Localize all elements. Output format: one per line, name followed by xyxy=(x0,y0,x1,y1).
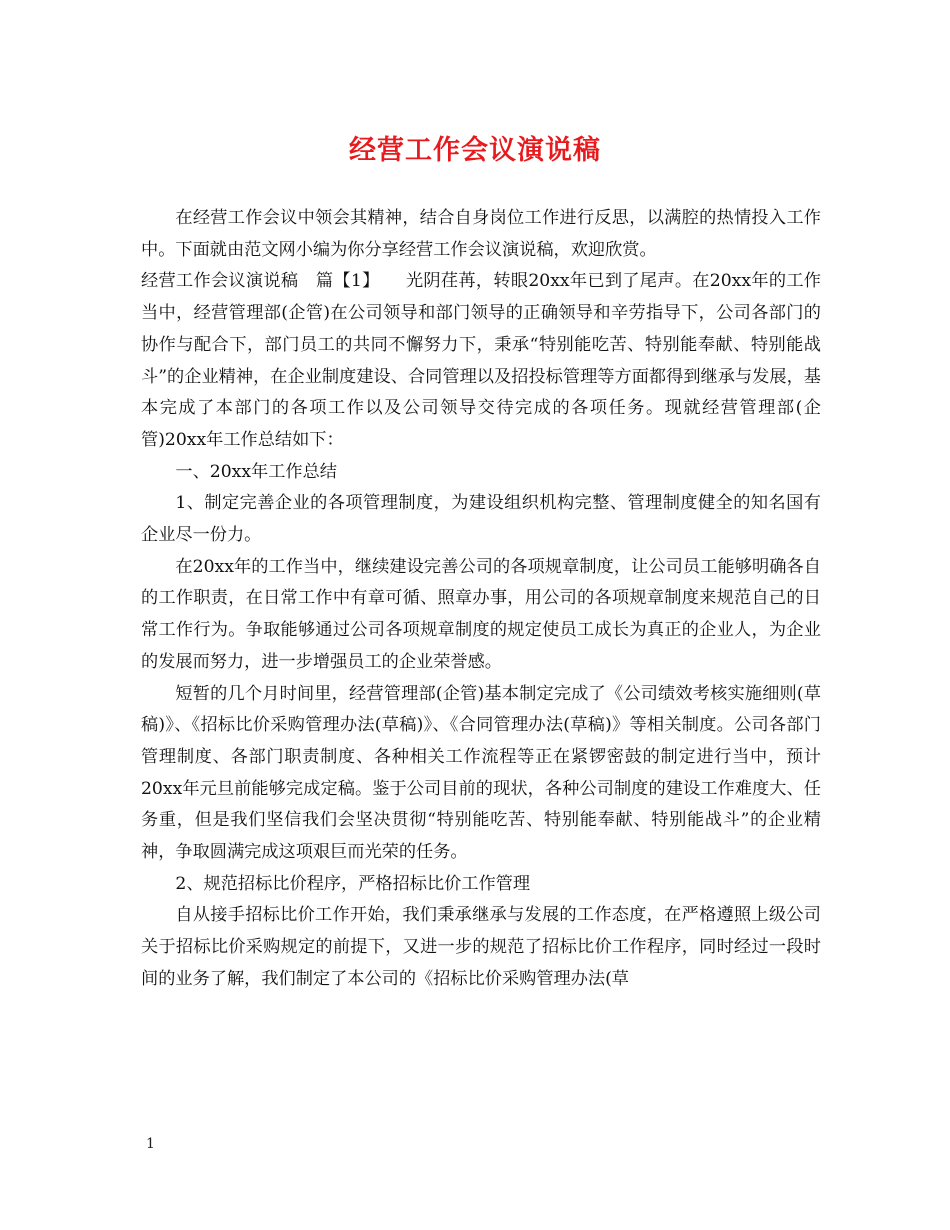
bidding-paragraph: 自从接手招标比价工作开始，我们秉承继承与发展的工作态度，在严格遵照上级公司关于招标比价采购规定的前提下，又进一步的规范了招标比价工作程序，同时经过一段时间的业务了解，我们制定了本公司的《招标比价采购管理办法(草 xyxy=(141,905,821,989)
section-paragraph xyxy=(141,266,821,456)
section-first-text: 光阴荏苒，转眼20xx年已到了尾声。在20xx年的工作当中，经营管理部(企管)在公司领导和部门领导的正确领导和辛劳指导下，公司各部门的协作与配合下，部门员工的共同不懈努力下，秉承“特别能吃苦、特别能奉献、特别能战斗”的企业精神，在企业制度建设、合同管理以及招投标管理等方面都得到继承与发展，基本完成了本部门的各项工作以及公司领导交待完成的各项任务。现就经营管理部(企管)20xx年工作总结如下： xyxy=(141,271,821,450)
page-number: 1 xyxy=(146,1136,155,1152)
intro-paragraph: 在经营工作会议中领会其精神，结合自身岗位工作进行反思，以满腔的热情投入工作中。下面就由范文网小编为你分享经营工作会议演说稿，欢迎欣赏。 xyxy=(141,208,821,260)
document-title: 经营工作会议演说稿 xyxy=(349,135,601,166)
section-heading: 经营工作会议演说稿 篇【1】 xyxy=(141,271,406,292)
heading-annual-summary: 一、20xx年工作总结 xyxy=(175,461,337,482)
rules-paragraph: 在20xx年的工作当中，继续建设完善公司的各项规章制度，让公司员工能够明确各自的工作职责，在日常工作中有章可循、照章办事，用公司的各项规章制度来规范自己的日常工作行为。争取能够通过公司各项规章制度的规定使员工成长为真正的企业人，为企业的发展而努力，进一步增强员工的企业荣誉感。 xyxy=(141,556,821,672)
item-two: 2、规范招标比价程序，严格招标比价工作管理 xyxy=(175,873,531,894)
document-body xyxy=(141,203,821,996)
months-paragraph: 短暂的几个月时间里，经营管理部(企管)基本制定完成了《公司绩效考核实施细则(草稿)》、《招标比价采购管理办法(草稿)》、《合同管理办法(草稿)》等相关制度。公司各部门管理制度、各部门职责制度、各种相关工作流程等正在紧锣密鼓的制定进行当中，预计20xx年元旦前能够完成定稿。鉴于公司目前的现状，各种公司制度的建设工作难度大、任务重，但是我们坚信我们会坚决贯彻“特别能吃苦、特别能奉献、特别能战斗”的企业精神，争取圆满完成这项艰巨而光荣的任务。 xyxy=(141,683,821,863)
item-one: 1、制定完善企业的各项管理制度，为建设组织机构完整、管理制度健全的知名国有企业尽一份力。 xyxy=(141,493,821,546)
